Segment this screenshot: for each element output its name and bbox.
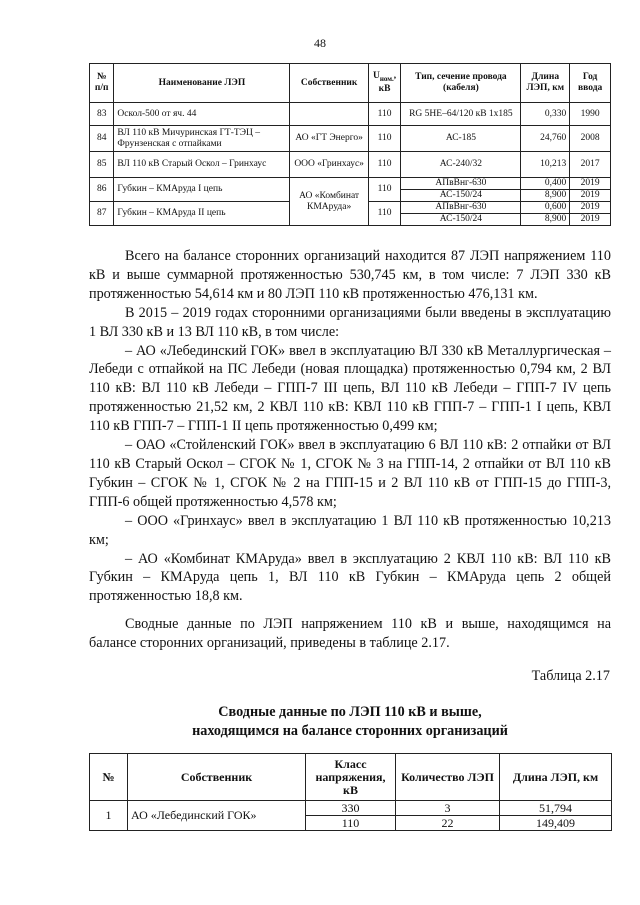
header-num: № (90, 754, 128, 801)
cell-length: 0,600 (521, 202, 570, 214)
table-row (90, 152, 611, 178)
paragraph: В 2015 – 2019 годах сторонними организациями были введены в эксплуатацию 1 ВЛ 330 кВ и 13 ВЛ 110 кВ, в том числе: (89, 304, 611, 340)
cell-name: Губкин – КМАруда II цепь (114, 202, 290, 226)
cell-year: 2019 (570, 202, 611, 214)
header-length: Длина ЛЭП, км (521, 64, 570, 103)
cell-count: 3 (396, 801, 500, 816)
header-name: Наименование ЛЭП (114, 64, 290, 103)
cell-num: 1 (90, 801, 128, 831)
summary-table (89, 753, 612, 831)
cell-voltage: 110 (368, 103, 401, 126)
header-year: Год ввода (570, 64, 611, 103)
paragraph: Всего на балансе сторонних организаций находится 87 ЛЭП напряжением 110 кВ и выше суммарной протяженностью 530,745 км, в том числе: 7 ЛЭП 330 кВ протяженностью 54,614 км и 80 ЛЭП 110 кВ протяженностью 476,131 км. (89, 248, 611, 302)
cell-year: 2019 (570, 190, 611, 202)
body-text (89, 247, 611, 653)
paragraph: – АО «Лебединский ГОК» ввел в эксплуатацию ВЛ 330 кВ Металлургическая – Лебеди с отпайкой на ПС Лебеди (новая площадка) протяженностью 0,794 км, 2 ВЛ 110 кВ: ВЛ 110 кВ Лебеди – ГПП-7 III цепь, ВЛ 110 кВ Лебеди – ГПП-7 IV цепь протяженностью 21,52 км, 2 КВЛ 110 кВ: КВЛ 110 кВ ГПП-7 – ГПП-1 I цепь, КВЛ 110 кВ ГПП-7 – ГПП-1 II цепь протяженностью 0,499 км; (89, 342, 611, 435)
header-count: Количество ЛЭП (396, 754, 500, 801)
cell-num: 85 (90, 152, 114, 178)
header-voltage: $U_{ном.}$, кВ (368, 64, 401, 103)
power-lines-table (89, 63, 611, 226)
cell-length: 24,760 (521, 126, 570, 152)
cell-name: Оскол-500 от яч. 44 (114, 103, 290, 126)
cell-owner: ООО «Гринхаус» (290, 152, 368, 178)
cell-length: 8,900 (521, 190, 570, 202)
paragraph: Сводные данные по ЛЭП напряжением 110 кВ и выше, находящимся на балансе сторонних организаций, приведены в таблице 2.17. (89, 616, 611, 652)
table-row (90, 103, 611, 126)
header-owner: Собственник (290, 64, 368, 103)
table-header-row (90, 64, 611, 103)
cell-length: 10,213 (521, 152, 570, 178)
cell-num: 86 (90, 178, 114, 202)
table-header-row (90, 754, 612, 801)
cell-owner (290, 103, 368, 126)
header-type: Тип, сечение провода (кабеля) (401, 64, 521, 103)
table-row (90, 178, 611, 190)
cell-num: 84 (90, 126, 114, 152)
header-length: Длина ЛЭП, км (500, 754, 612, 801)
header-voltage: Класс напряжения, кВ (306, 754, 396, 801)
cell-year: 2017 (570, 152, 611, 178)
cell-name: ВЛ 110 кВ Мичуринская ГТ-ТЭЦ – Фрунзенская с отпайками (114, 126, 290, 152)
cell-voltage: 110 (368, 178, 401, 202)
cell-type: АС-150/24 (401, 190, 521, 202)
cell-length: 51,794 (500, 801, 612, 816)
cell-num: 87 (90, 202, 114, 226)
cell-type: АС-240/32 (401, 152, 521, 178)
cell-year: 2019 (570, 214, 611, 226)
cell-voltage: 330 (306, 801, 396, 816)
table-row (90, 801, 612, 816)
cell-length: 0,330 (521, 103, 570, 126)
header-num: № п/п (90, 64, 114, 103)
page-number: 48 (314, 36, 326, 50)
cell-type: АС-150/24 (401, 214, 521, 226)
cell-voltage: 110 (306, 816, 396, 831)
table-row (90, 126, 611, 152)
paragraph: – АО «Комбинат КМАруда» ввел в эксплуатацию 2 КВЛ 110 кВ: ВЛ 110 кВ Губкин – КМАруда цепь 1, ВЛ 110 кВ Губкин – КМАруда цепь 2 общей протяженностью 18,8 км. (89, 550, 611, 605)
table-title: Сводные данные по ЛЭП 110 кВ и выше, находящимся на балансе сторонних организаций (192, 704, 508, 739)
cell-owner: АО «Лебединский ГОК» (128, 801, 306, 831)
cell-voltage: 110 (368, 202, 401, 226)
cell-voltage: 110 (368, 152, 401, 178)
cell-type: RG 5HE–64/120 кВ 1x185 (401, 103, 521, 126)
cell-type: АПвВнг-630 (401, 202, 521, 214)
cell-type: АПвВнг-630 (401, 178, 521, 190)
cell-length: 0,400 (521, 178, 570, 190)
cell-year: 1990 (570, 103, 611, 126)
cell-type: АС-185 (401, 126, 521, 152)
cell-name: ВЛ 110 кВ Старый Оскол – Гринхаус (114, 152, 290, 178)
cell-owner: АО «Комбинат КМАруда» (290, 178, 368, 226)
cell-num: 83 (90, 103, 114, 126)
cell-owner: АО «ГТ Энерго» (290, 126, 368, 152)
cell-name: Губкин – КМАруда I цепь (114, 178, 290, 202)
paragraph: – ООО «Гринхаус» ввел в эксплуатацию 1 ВЛ 110 кВ протяженностью 10,213 км; (89, 512, 611, 548)
cell-year: 2008 (570, 126, 611, 152)
cell-count: 22 (396, 816, 500, 831)
cell-voltage: 110 (368, 126, 401, 152)
cell-length: 149,409 (500, 816, 612, 831)
table-caption: Таблица 2.17 (531, 668, 610, 684)
cell-length: 8,900 (521, 214, 570, 226)
paragraph: – ОАО «Стойленский ГОК» ввел в эксплуатацию 6 ВЛ 110 кВ: 2 отпайки от ВЛ 110 кВ Старый Оскол – СГОК № 1, СГОК № 3 на ГПП-14, 2 отпайки от ВЛ 110 кВ Губкин – СГОК № 1, СГОК № 2 на ГПП-15 и 2 ВЛ 110 кВ от ГПП-15 до ГПП-3, ГПП-6 общей протяженностью 4,578 км; (89, 437, 611, 510)
cell-year: 2019 (570, 178, 611, 190)
header-owner: Собственник (128, 754, 306, 801)
